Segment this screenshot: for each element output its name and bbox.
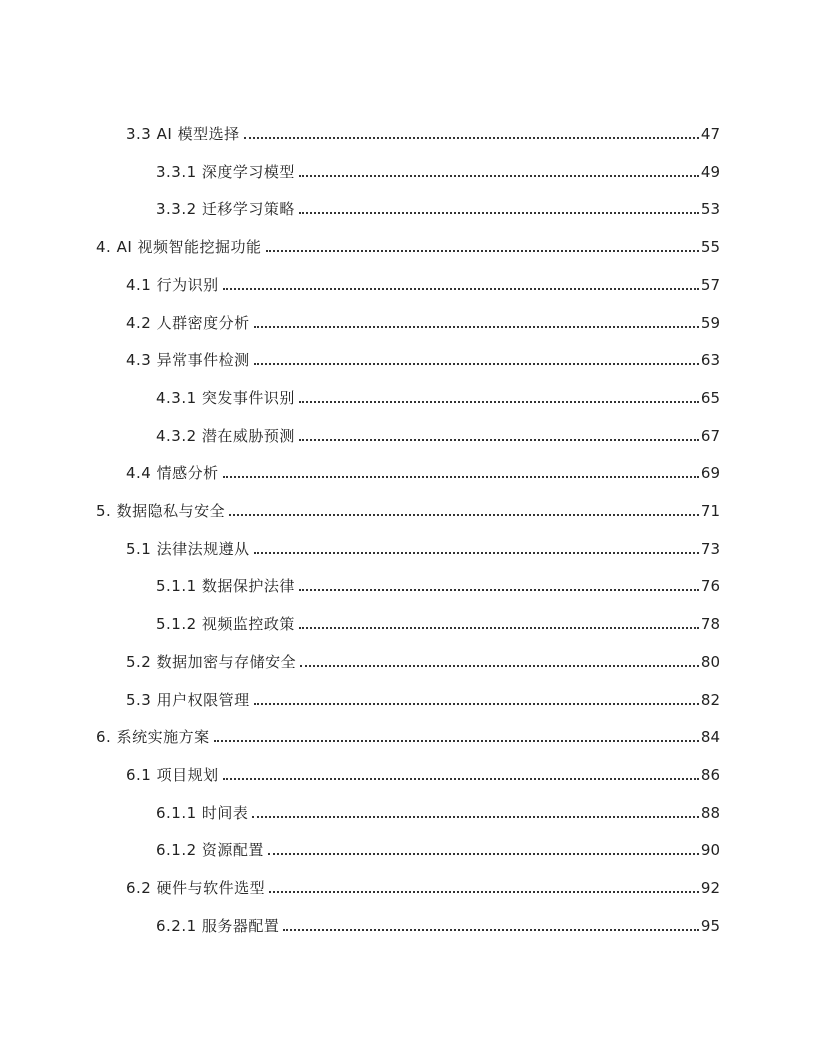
dot-leader: [299, 212, 699, 214]
toc-entry-page-number: 95: [700, 916, 720, 935]
toc-entry-page-number: 78: [700, 615, 720, 634]
dot-leader: [223, 288, 699, 290]
toc-entry-title: 3.3.1 深度学习模型: [156, 162, 295, 181]
dot-leader: [299, 627, 699, 629]
toc-entry-title: 6.1.1 时间表: [156, 803, 249, 822]
dot-leader: [244, 137, 699, 139]
toc-entry-page-number: 90: [700, 841, 720, 860]
dot-leader: [254, 552, 699, 554]
toc-entry-title: 6.2 硬件与软件选型: [126, 879, 266, 897]
dot-leader: [268, 853, 699, 855]
toc-entry-title: 6. 系统实施方案: [96, 728, 210, 747]
toc-entry-title: 6.1 项目规划: [126, 765, 219, 784]
dot-leader: [299, 401, 699, 403]
dot-leader: [266, 250, 699, 252]
dot-leader: [254, 326, 699, 328]
toc-entry-title: 5.1.1 数据保护法律: [156, 577, 295, 596]
toc-entry-title: 3.3 AI 模型选择: [126, 125, 240, 143]
toc-entry-title: 4.2 人群密度分析: [126, 313, 250, 332]
toc-entry-title: 6.2.1 服务器配置: [156, 916, 280, 935]
toc-entry-page-number: 80: [700, 652, 720, 671]
toc-entry-page-number: 49: [700, 162, 720, 181]
toc-entry-title: 5. 数据隐私与安全: [96, 502, 226, 520]
toc-entry[interactable]: [156, 604, 720, 634]
dot-leader: [223, 778, 699, 780]
toc-entry-title: 5.1 法律法规遵从: [126, 539, 250, 558]
toc-entry[interactable]: [156, 378, 720, 408]
toc-entry[interactable]: [126, 114, 720, 144]
toc-entry[interactable]: [96, 491, 720, 521]
toc-entry-page-number: 76: [700, 577, 720, 596]
toc-entry-page-number: 71: [700, 502, 720, 520]
toc-entry[interactable]: [126, 340, 720, 370]
toc-entry[interactable]: [126, 303, 720, 333]
toc-entry-title: 4.4 情感分析: [126, 464, 219, 483]
toc-entry[interactable]: [126, 755, 720, 785]
toc-entry[interactable]: [156, 906, 720, 936]
toc-entry-page-number: 63: [700, 351, 720, 370]
dot-leader: [252, 816, 698, 818]
toc-entry-page-number: 57: [700, 275, 720, 294]
toc-entry[interactable]: [156, 566, 720, 596]
toc-entry-title: 6.1.2 资源配置: [156, 841, 264, 860]
toc-entry[interactable]: [156, 793, 720, 823]
toc-entry[interactable]: [126, 680, 720, 710]
toc-entry-page-number: 86: [700, 765, 720, 784]
dot-leader: [299, 175, 699, 177]
toc-entry-page-number: 65: [700, 388, 720, 407]
toc-entry-title: 5.3 用户权限管理: [126, 690, 250, 709]
toc-entry[interactable]: [96, 717, 720, 747]
toc-entry-page-number: 92: [700, 879, 720, 897]
toc-entry[interactable]: [126, 265, 720, 295]
toc-entry[interactable]: [126, 868, 720, 898]
toc-entry-page-number: 53: [700, 200, 720, 219]
toc-entry[interactable]: [156, 189, 720, 219]
toc-entry[interactable]: [126, 453, 720, 483]
toc-entry-title: 5.2 数据加密与存储安全: [126, 652, 297, 671]
dot-leader: [299, 589, 699, 591]
toc-entry-page-number: 84: [700, 728, 720, 747]
toc-entry-page-number: 73: [700, 539, 720, 558]
toc-entry[interactable]: [156, 416, 720, 446]
toc-entry[interactable]: [156, 152, 720, 182]
toc-entry-title: 4. AI 视频智能挖掘功能: [96, 238, 262, 257]
dot-leader: [300, 665, 699, 667]
dot-leader: [254, 363, 699, 365]
toc-entry[interactable]: [156, 830, 720, 860]
toc-entry-page-number: 55: [700, 238, 720, 257]
toc-entry-page-number: 88: [700, 803, 720, 822]
dot-leader: [283, 929, 698, 931]
toc-entry-page-number: 47: [700, 125, 720, 143]
toc-entry[interactable]: [126, 642, 720, 672]
toc-entry-page-number: 67: [700, 426, 720, 445]
toc-entry-page-number: 59: [700, 313, 720, 332]
dot-leader: [214, 740, 699, 742]
toc-entry-page-number: 69: [700, 464, 720, 483]
toc-entry-title: 5.1.2 视频监控政策: [156, 615, 295, 634]
dot-leader: [254, 703, 699, 705]
toc-entry-title: 4.3 异常事件检测: [126, 351, 250, 370]
toc-entry-title: 4.3.2 潜在威胁预测: [156, 426, 295, 445]
toc-entry-page-number: 82: [700, 690, 720, 709]
dot-leader: [223, 476, 699, 478]
dot-leader: [269, 891, 699, 893]
toc-entry-title: 4.3.1 突发事件识别: [156, 388, 295, 407]
dot-leader: [299, 439, 699, 441]
toc-entry[interactable]: [96, 227, 720, 257]
toc-entry-title: 4.1 行为识别: [126, 275, 219, 294]
toc-entry-title: 3.3.2 迁移学习策略: [156, 200, 295, 219]
dot-leader: [229, 514, 699, 516]
toc-entry[interactable]: [126, 529, 720, 559]
